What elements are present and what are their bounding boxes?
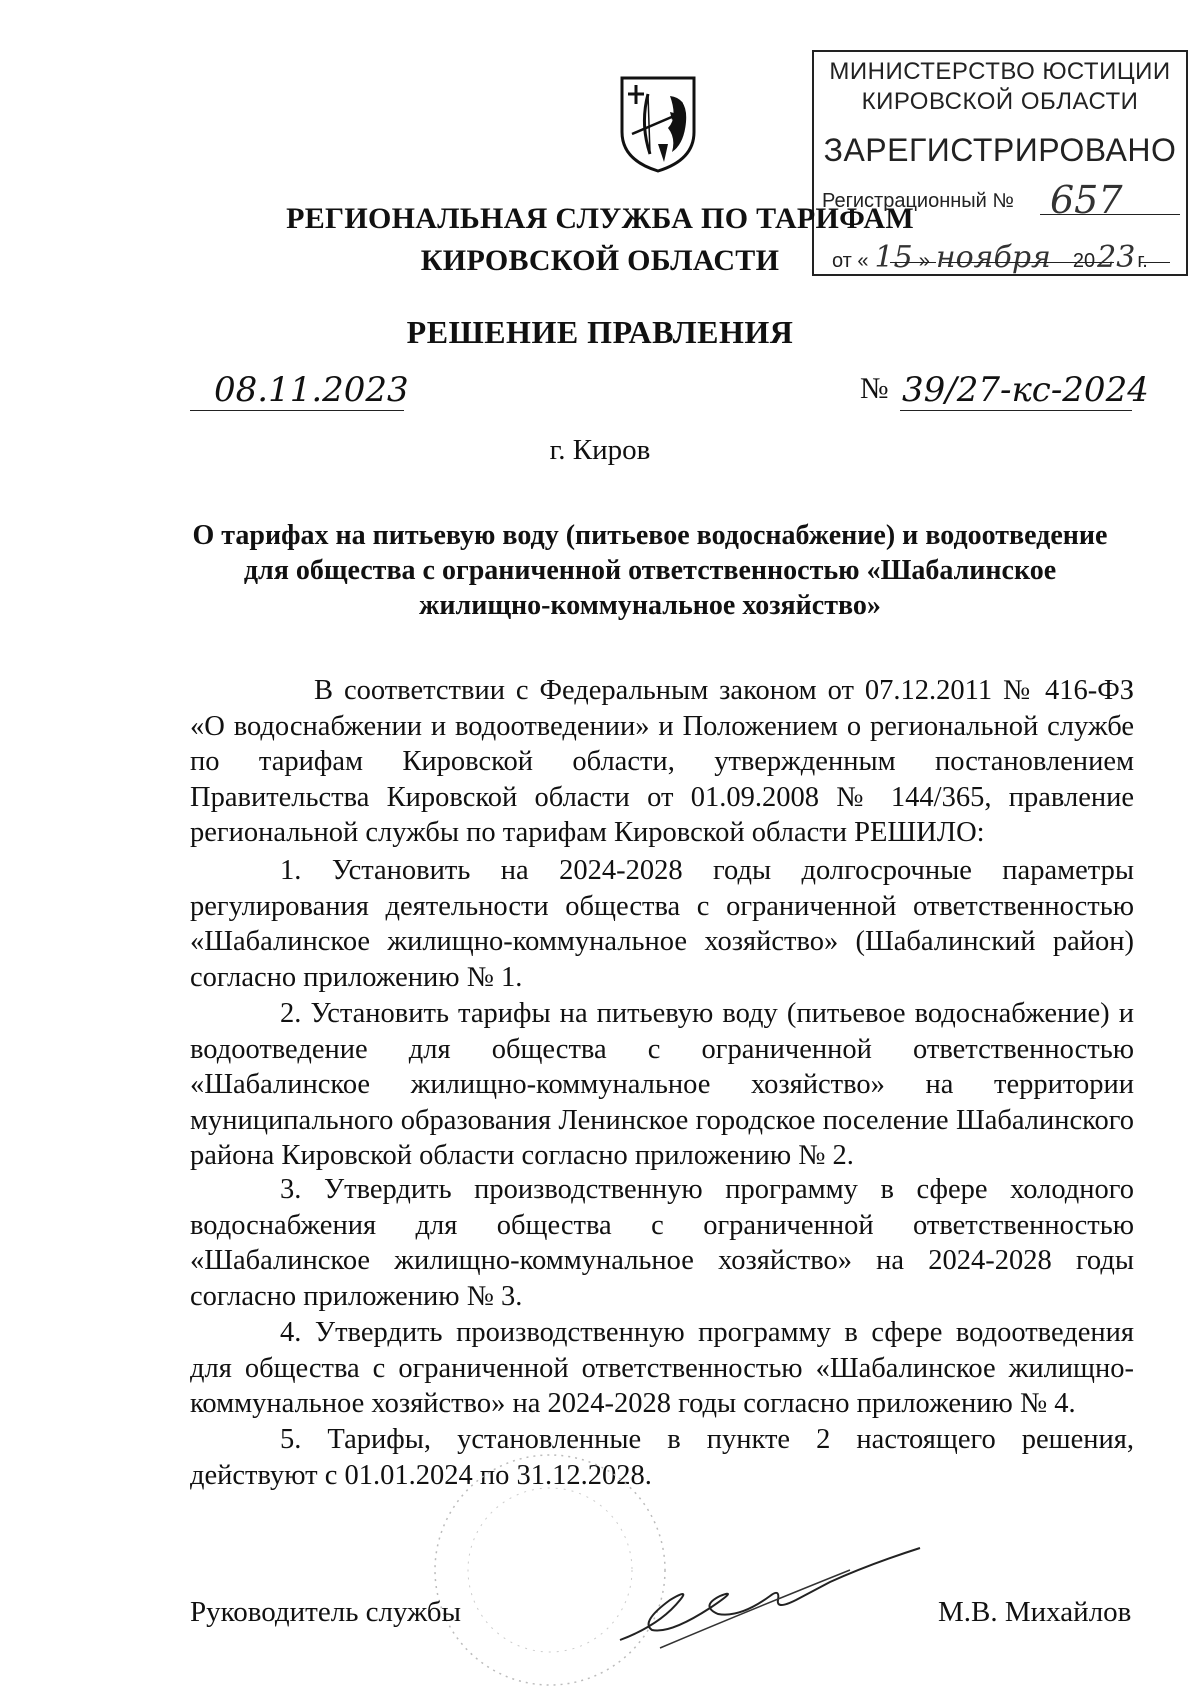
decision-number-label: № — [860, 372, 889, 405]
decision-item-1: 1. Установить на 2024-2028 годы долгосрочные параметры регулирования деятельности общества с ограниченной ответственностью «Шабалинское жилищно-коммунальное хозяйство» (Шабалинский район) согласно приложению № 1. — [190, 855, 1134, 993]
stamp-date-prefix: от « — [832, 250, 869, 272]
stamp-year-prefix: 20 — [1072, 250, 1096, 272]
registration-stamp — [812, 50, 1188, 276]
signer-name: М.В. Михайлов — [938, 1596, 1132, 1628]
stamp-status: ЗАРЕГИСТРИРОВАНО — [823, 132, 1177, 168]
decision-title: РЕШЕНИЕ ПРАВЛЕНИЯ — [406, 314, 794, 350]
decision-item-5: 5. Тарифы, установленные в пункте 2 настоящего решения, действуют с 01.01.2024 по 31.12.2028. — [190, 1424, 1134, 1491]
handwritten-signature-icon — [600, 1530, 930, 1660]
coat-of-arms-icon — [618, 74, 698, 174]
org-name-line1: РЕГИОНАЛЬНАЯ СЛУЖБА ПО ТАРИФАМ — [286, 202, 914, 235]
org-name-line2: КИРОВСКОЙ ОБЛАСТИ — [420, 244, 780, 277]
stamp-reg-number: 657 — [1050, 178, 1123, 222]
stamp-reg-label: Регистрационный № — [822, 190, 1014, 212]
decision-item-3: 3. Утвердить производственную программу в сфере холодного водоснабжения для общества с ограниченной ответственностью «Шабалинское жилищно-коммунальное хозяйство» на 2024-2028 годы согласно приложению № 3. — [190, 1174, 1134, 1312]
stamp-ministry-line: МИНИСТЕРСТВО ЮСТИЦИИ — [829, 58, 1171, 85]
document-subject: О тарифах на питьевую воду (питьевое водоснабжение) и водоотведение для общества с ограниченной ответственностью «Шабалинское жилищно-коммунальное хозяйство» — [192, 520, 1108, 621]
decision-number: 39/27-кс-2024 — [902, 370, 1149, 410]
number-underline — [900, 410, 1132, 411]
preamble-paragraph: В соответствии с Федеральным законом от 07.12.2011 № 416-ФЗ «О водоснабжении и водоотведении» и Положением о региональной службе по тарифам Кировской области, утвержденным постановлением Правительства Кировской области от 01.09.2008 № 144/365, правление региональной службы по тарифам Кировской области РЕШИЛО: — [190, 675, 1134, 848]
stamp-region-line: КИРОВСКОЙ ОБЛАСТИ — [861, 88, 1139, 115]
signer-role: Руководитель службы — [190, 1596, 462, 1628]
decision-item-2: 2. Установить тарифы на питьевую воду (питьевое водоснабжение) и водоотведение для общества с ограниченной ответственностью «Шабалинское жилищно-коммунальное хозяйство» на территории муниципального образования Ленинское городское поселение Шабалинского района Кировской области согласно приложению № 2. — [190, 998, 1134, 1171]
stamp-year-suffix: 23 — [1097, 240, 1136, 275]
stamp-day-close: » — [918, 250, 930, 272]
stamp-month: ноября — [935, 240, 1051, 275]
stamp-year-end: г. — [1137, 250, 1148, 272]
date-underline — [190, 410, 404, 411]
decision-date: 08.11.2023 — [214, 370, 409, 410]
city: г. Киров — [549, 434, 651, 466]
stamp-day: 15 — [874, 240, 913, 275]
decision-item-4: 4. Утвердить производственную программу в сфере водоотведения для общества с ограниченной ответственностью «Шабалинское жилищно-коммунальное хозяйство» на 2024-2028 годы согласно приложению № 4. — [190, 1317, 1134, 1419]
